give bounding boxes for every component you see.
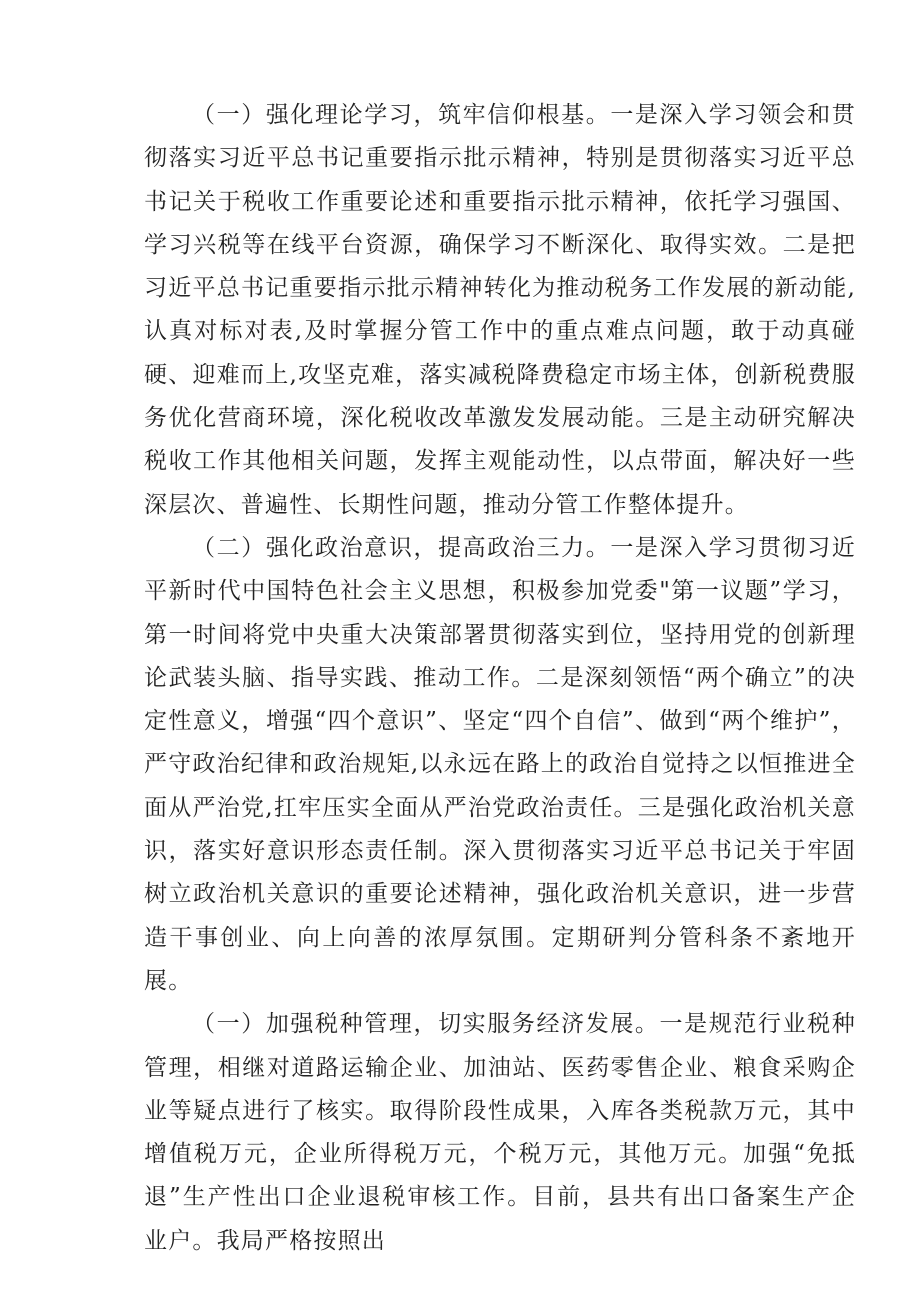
paragraph-political-awareness: （二）强化政治意识，提高政治三力。一是深入学习贯彻习近平新时代中国特色社会主义思想，积极参加党委"第一议题”学习，第一时间将党中央重大决策部署贯彻落实到位，坚持用党的创新理论武装头脑、指导实践、推动工作。二是深刻领悟“两个确立”的决定性意义，增强“四个意识”、坚定“四个自信”、做到“两个维护”，严守政治纪律和政治规矩,以永远在路上的政治自觉持之以恒推进全面从严治党,扛牢压实全面从严治党政治责任。三是强化政治机关意识，落实好意识形态责任制。深入贯彻落实习近平总书记关于牢固树立政治机关意识的重要论述精神，强化政治机关意识，进一步营造干事创业、向上向善的浓厚氛围。定期研判分管科条不紊地开展。: [144, 534, 856, 994]
document-body: [144, 94, 856, 1263]
paragraph-tax-management: （一）加强税种管理，切实服务经济发展。一是规范行业税种管理，相继对道路运输企业、加油站、医药零售企业、粮食采购企业等疑点进行了核实。取得阶段性成果，入库各类税款万元，其中增值税万元，企业所得税万元，个税万元，其他万元。加强“免抵退”生产性出口企业退税审核工作。目前，县共有出口备案生产企业户。我局严格按照出: [144, 1011, 856, 1254]
paragraph-theory-study: （一）强化理论学习，筑牢信仰根基。一是深入学习领会和贯彻落实习近平总书记重要指示批示精神，特别是贯彻落实习近平总书记关于税收工作重要论述和重要指示批示精神，依托学习强国、学习兴税等在线平台资源，确保学习不断深化、取得实效。二是把习近平总书记重要指示批示精神转化为推动税务工作发展的新动能,认真对标对表,及时掌握分管工作中的重点难点问题，敢于动真碰硬、迎难而上,攻坚克难，落实减税降费稳定市场主体，创新税费服务优化营商环境，深化税收改革激发发展动能。三是主动研究解决税收工作其他相关问题，发挥主观能动性，以点带面，解决好一些深层次、普遍性、长期性问题，推动分管工作整体提升。: [144, 102, 856, 518]
